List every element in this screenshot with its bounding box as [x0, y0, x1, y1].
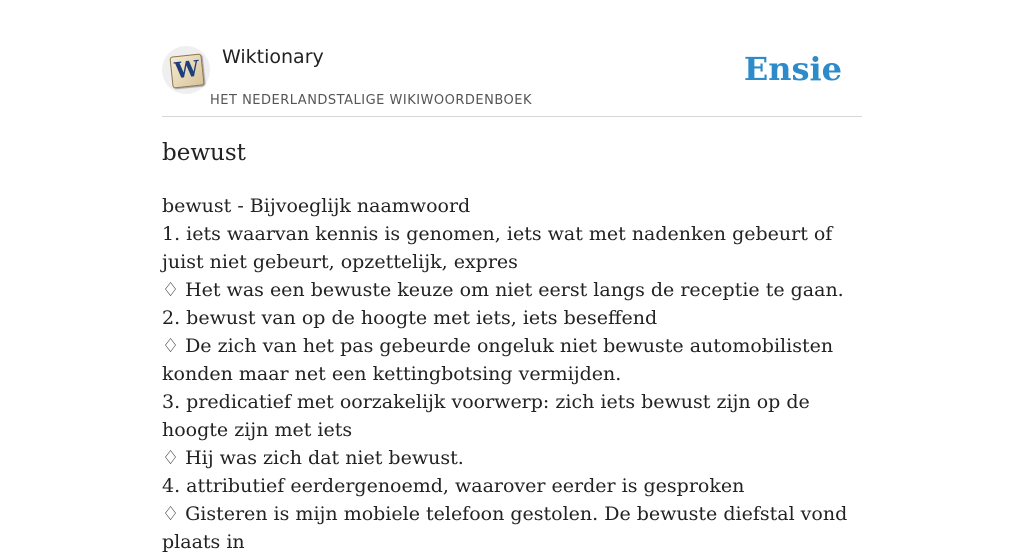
example-line: ♢ Gisteren is mijn mobiele telefoon gestolen. De bewuste diefstal vond plaats in: [162, 503, 848, 553]
example-line: ♢ De zich van het pas gebeurde ongeluk niet bewuste automobilisten konden maar net een kettingbotsing vermijden.: [162, 335, 834, 385]
page-container: [162, 0, 862, 553]
entry-title: bewust: [162, 140, 246, 166]
site-header: [162, 0, 862, 117]
definition-line: 3. predicatief met oorzakelijk voorwerp: zich iets bewust zijn op de hoogte zijn met iets: [162, 391, 810, 441]
logo-tile: [169, 53, 204, 88]
example-line: ♢ Hij was zich dat niet bewust.: [162, 447, 464, 469]
definition-content: [162, 192, 862, 556]
definition-line: bewust - Bijvoeglijk naamwoord: [162, 195, 471, 217]
definition-line: 4. attributief eerdergenoemd, waarover eerder is gesproken: [162, 475, 745, 497]
example-line: ♢ Het was een bewuste keuze om niet eerst langs de receptie te gaan.: [162, 279, 844, 301]
definition-line: 2. bewust van op de hoogte met iets, iets beseffend: [162, 307, 658, 329]
site-name[interactable]: Wiktionary: [222, 46, 324, 68]
definition-line: 1. iets waarvan kennis is genomen, iets wat met nadenken gebeurt of juist niet gebeurt, opzettelijk, expres: [162, 223, 833, 273]
site-tagline: HET NEDERLANDSTALIGE WIKIWOORDENBOEK: [210, 93, 533, 108]
ensie-brand-link[interactable]: Ensie: [743, 50, 842, 88]
logo-letter: W: [173, 55, 201, 85]
wiktionary-logo-icon[interactable]: [162, 46, 210, 94]
